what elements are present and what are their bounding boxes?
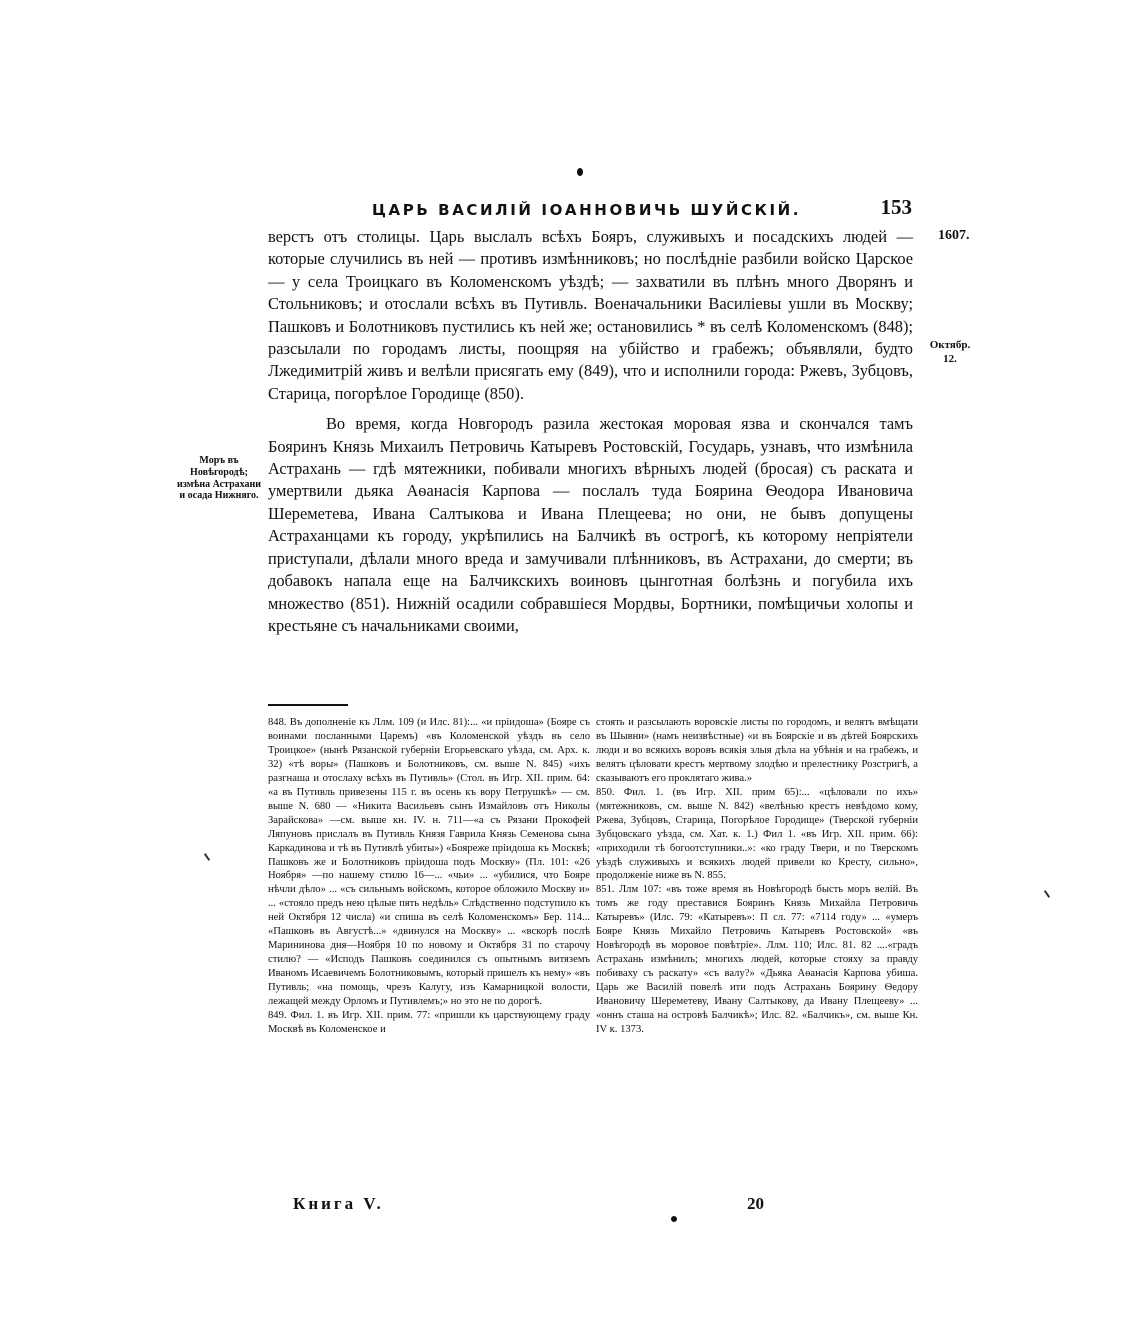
footnotes-right-column xyxy=(596,716,918,1037)
footnote: 849. Фил. 1. въ Игр. XII. прим. 77: «пришли къ царствующему граду Москвѣ въ Коломенское и xyxy=(268,1010,590,1035)
sheet-signature: 20 xyxy=(747,1194,764,1213)
margin-date-day: 12. xyxy=(943,353,957,365)
paragraph: Во время, когда Новгородъ разила жестокая моровая язва и скончался тамъ Бояринъ Князь Михаилъ Петровичь Катыревъ Ростовскій, Государь, узнавъ, что измѣнила Астрахань — гдѣ мятежники, побивали многихъ вѣрныхъ людей (бросая) съ раската и умертвили дьяка Аѳанасія Карпова — послалъ туда Боярина Ѳеодора Ивановича Шереметева, Ивана Салтыкова и Ивана Плещеева; но они, не бывъ допущены Астраханцами къ городу, укрѣпились на Балчикѣ въ острогѣ, къ которому непріятели приступали, дѣлали много вреда и замучивали плѣнниковъ, въ Астрахани, до смерти; въ добавокъ напала еще на Балчикскихъ воиновъ цынготная болѣзнь и погубила ихъ множество (851). Нижній осадили собравшіеся Мордвы, Бортники, помѣщичьи холопы и крестьяне съ начальниками своими, xyxy=(268,414,913,635)
book-signature: Книга V. xyxy=(293,1194,384,1213)
ink-dot xyxy=(577,168,583,176)
ink-mark xyxy=(1044,890,1050,898)
footnote: 850. Фил. 1. (въ Игр. XII. прим 65):... «цѣловали по ихъ» (мятежниковъ, см. выше N. 842) «велѣнью крестъ невѣдомо кому, Ржева, Зубцовъ, Старица, Погорѣлое Городище» (Тверской губерніи Зубцовскаго уѣзда, см. Хат. к. 1.) Фил 1. «въ Игр. XII. прим. 66): «приходили тѣ богоотступники..»: «ко граду Твери, и по Тверскомъ уѣздѣ служивыхъ и всякихъ людей привели ко Кресту, сильно», продолженіе ниже въ N. 855. xyxy=(596,786,918,882)
footnote: стоять и разсылають воровскіе листы по городомъ, и велятъ вмѣщати въ Шывни» (намъ неизвѣстные) «и въ Боярскіе и въ дѣтей Боярскихъ люди и во всякихъ воровъ всякія злыя дѣла на убѣнія и на грабежъ, и велятъ цѣловати крестъ мертвому злодѣю и прелестнику Розстригѣ, а сказываютъ его проклятаго жива.» xyxy=(596,717,918,784)
running-title: ЦАРЬ ВАСИЛІЙ ІОАННОВИЧЬ ШУЙСКІЙ. xyxy=(372,201,802,219)
ink-dot xyxy=(671,1216,677,1222)
page-number: 153 xyxy=(880,195,912,219)
page-header xyxy=(372,195,912,225)
margin-summary: Моръ въ Новѣгородѣ; измѣна Астрахани и осада Нижняго. xyxy=(176,455,262,502)
footnotes-left-column xyxy=(268,716,590,1037)
footnote-divider xyxy=(268,704,348,706)
footnote: 848. Въ дополненіе къ Ллм. 109 (и Илс. 81):... «и пріидоша» (Бояре съ воинами посланными Царемъ) «въ Коломенской уѣздъ въ село Троицкое» (нынѣ Рязанской губерніи Егорьевскаго уѣзда, см. Арх. к. 32) «тѣ воры» (Пашковъ и Болотниковъ, см. выше N. 845) «ихъ разгнаша и отослаху всѣхъ въ Путивль» (Стол. въ Игр. XII. прим. 64: «а въ Путивль привезены 115 г. въ осень къ вору Петрушкѣ» — см. выше N. 680 — «Никита Васильевъ сынъ Измайловъ отъ Николы Зарайскова» —см. выше кн. IV. н. 711—«а съ Рязани Прокофей Ляпуновъ прислалъ въ Путивль Князя Гаврила Князь Семенова сына Каркадинова и тѣ въ Путивлѣ убиты») «Бояреже пріидоша къ Москвѣ; Пашковъ же и Болотниковъ пріидоша подъ Москву» (Пл. 101: «26 Ноября» —по нашему стилю 16—... «чьи» ... «убилися, что Бояре нѣчли дѣло» ... «съ сильнымъ войскомъ, которое обложило Москву и» ... «стояло предъ нею цѣлые пять недѣль» Слѣдственно подступило къ ней Октября 12 числа) «и спиша въ селѣ Коломенскомъ» Бер. 114... «Пашковъ въ Августѣ...» «двинулся на Москву» ... «вскорѣ послѣ Марининова дня—Ноября 10 по новому и Октября 31 по старочу стилю? — «Исподъ Пашковъ соединился съ опытнымъ витяземъ Иваномъ Исаевичемъ Болотниковымъ, который пришелъ къ нему» «въ Путивль; «на помощь, чрезъ Калугу, изъ Камарницкой волости, лежащей между Орломъ и Путивлемъ;» но это не по дорогѣ. xyxy=(268,717,590,1008)
paragraph: верстъ отъ столицы. Царь выслалъ всѣхъ Бояръ, служивыхъ и посадскихъ людей — которые случились въ ней — противъ измѣнниковъ; но послѣдніе разбили войско Царское — у села Троицкаго въ Коломенскомъ уѣздѣ; — захватили въ плѣнъ много Дворянъ и Стольниковъ; и отослали всѣхъ въ Путивль. Военачальники Василіевы ушли въ Москву; Пашковъ и Болотниковъ пустились къ ней же; остановились * въ селѣ Коломенскомъ (848); разсылали по городамъ листы, поощряя на убійство и грабежъ; объявляли, будто Лжедимитрій живъ и велѣли присягать ему (849), что и исполнили города: Ржевъ, Зубцовъ, Старица, погорѣлое Городище (850). xyxy=(268,227,913,403)
ink-mark xyxy=(204,853,210,861)
margin-date xyxy=(920,338,980,366)
margin-year: 1607. xyxy=(938,228,970,243)
margin-date-month: Октябр. xyxy=(929,339,971,351)
main-text xyxy=(268,226,913,637)
footnote: 851. Ллм 107: «въ тоже время въ Новѣгородѣ бысть моръ велій. Въ томъ же году преставися Бояринъ Князь Михайла Петровичь Катыревъ» (Илс. 79: «Катыревъ»: П сл. 77: «7114 году» ... «умеръ Бояре Князь Михайло Петровичь Катыревъ Ростовской» «въ Новѣгородѣ въ моровое повѣтріе». Ллм. 110; Илс. 81. 82 ....«градъ Астрахань измѣнилъ; многихъ людей, которые стояху за правду побиваху съ раскату» «съ валу?» «Дьяка Аѳанасія Карпова убиша. Царь же Василій повелѣ ити подъ Астрахань Боярину Ѳедору Ивановичу Шереметеву, Ивану Салтыкову, да Ивану Плещееву» ... «оннъ сташа на островѣ Балчикѣ»; Илс. 82. «Балчикъ», см. выше Кн. IV к. 1373. xyxy=(596,884,918,1035)
